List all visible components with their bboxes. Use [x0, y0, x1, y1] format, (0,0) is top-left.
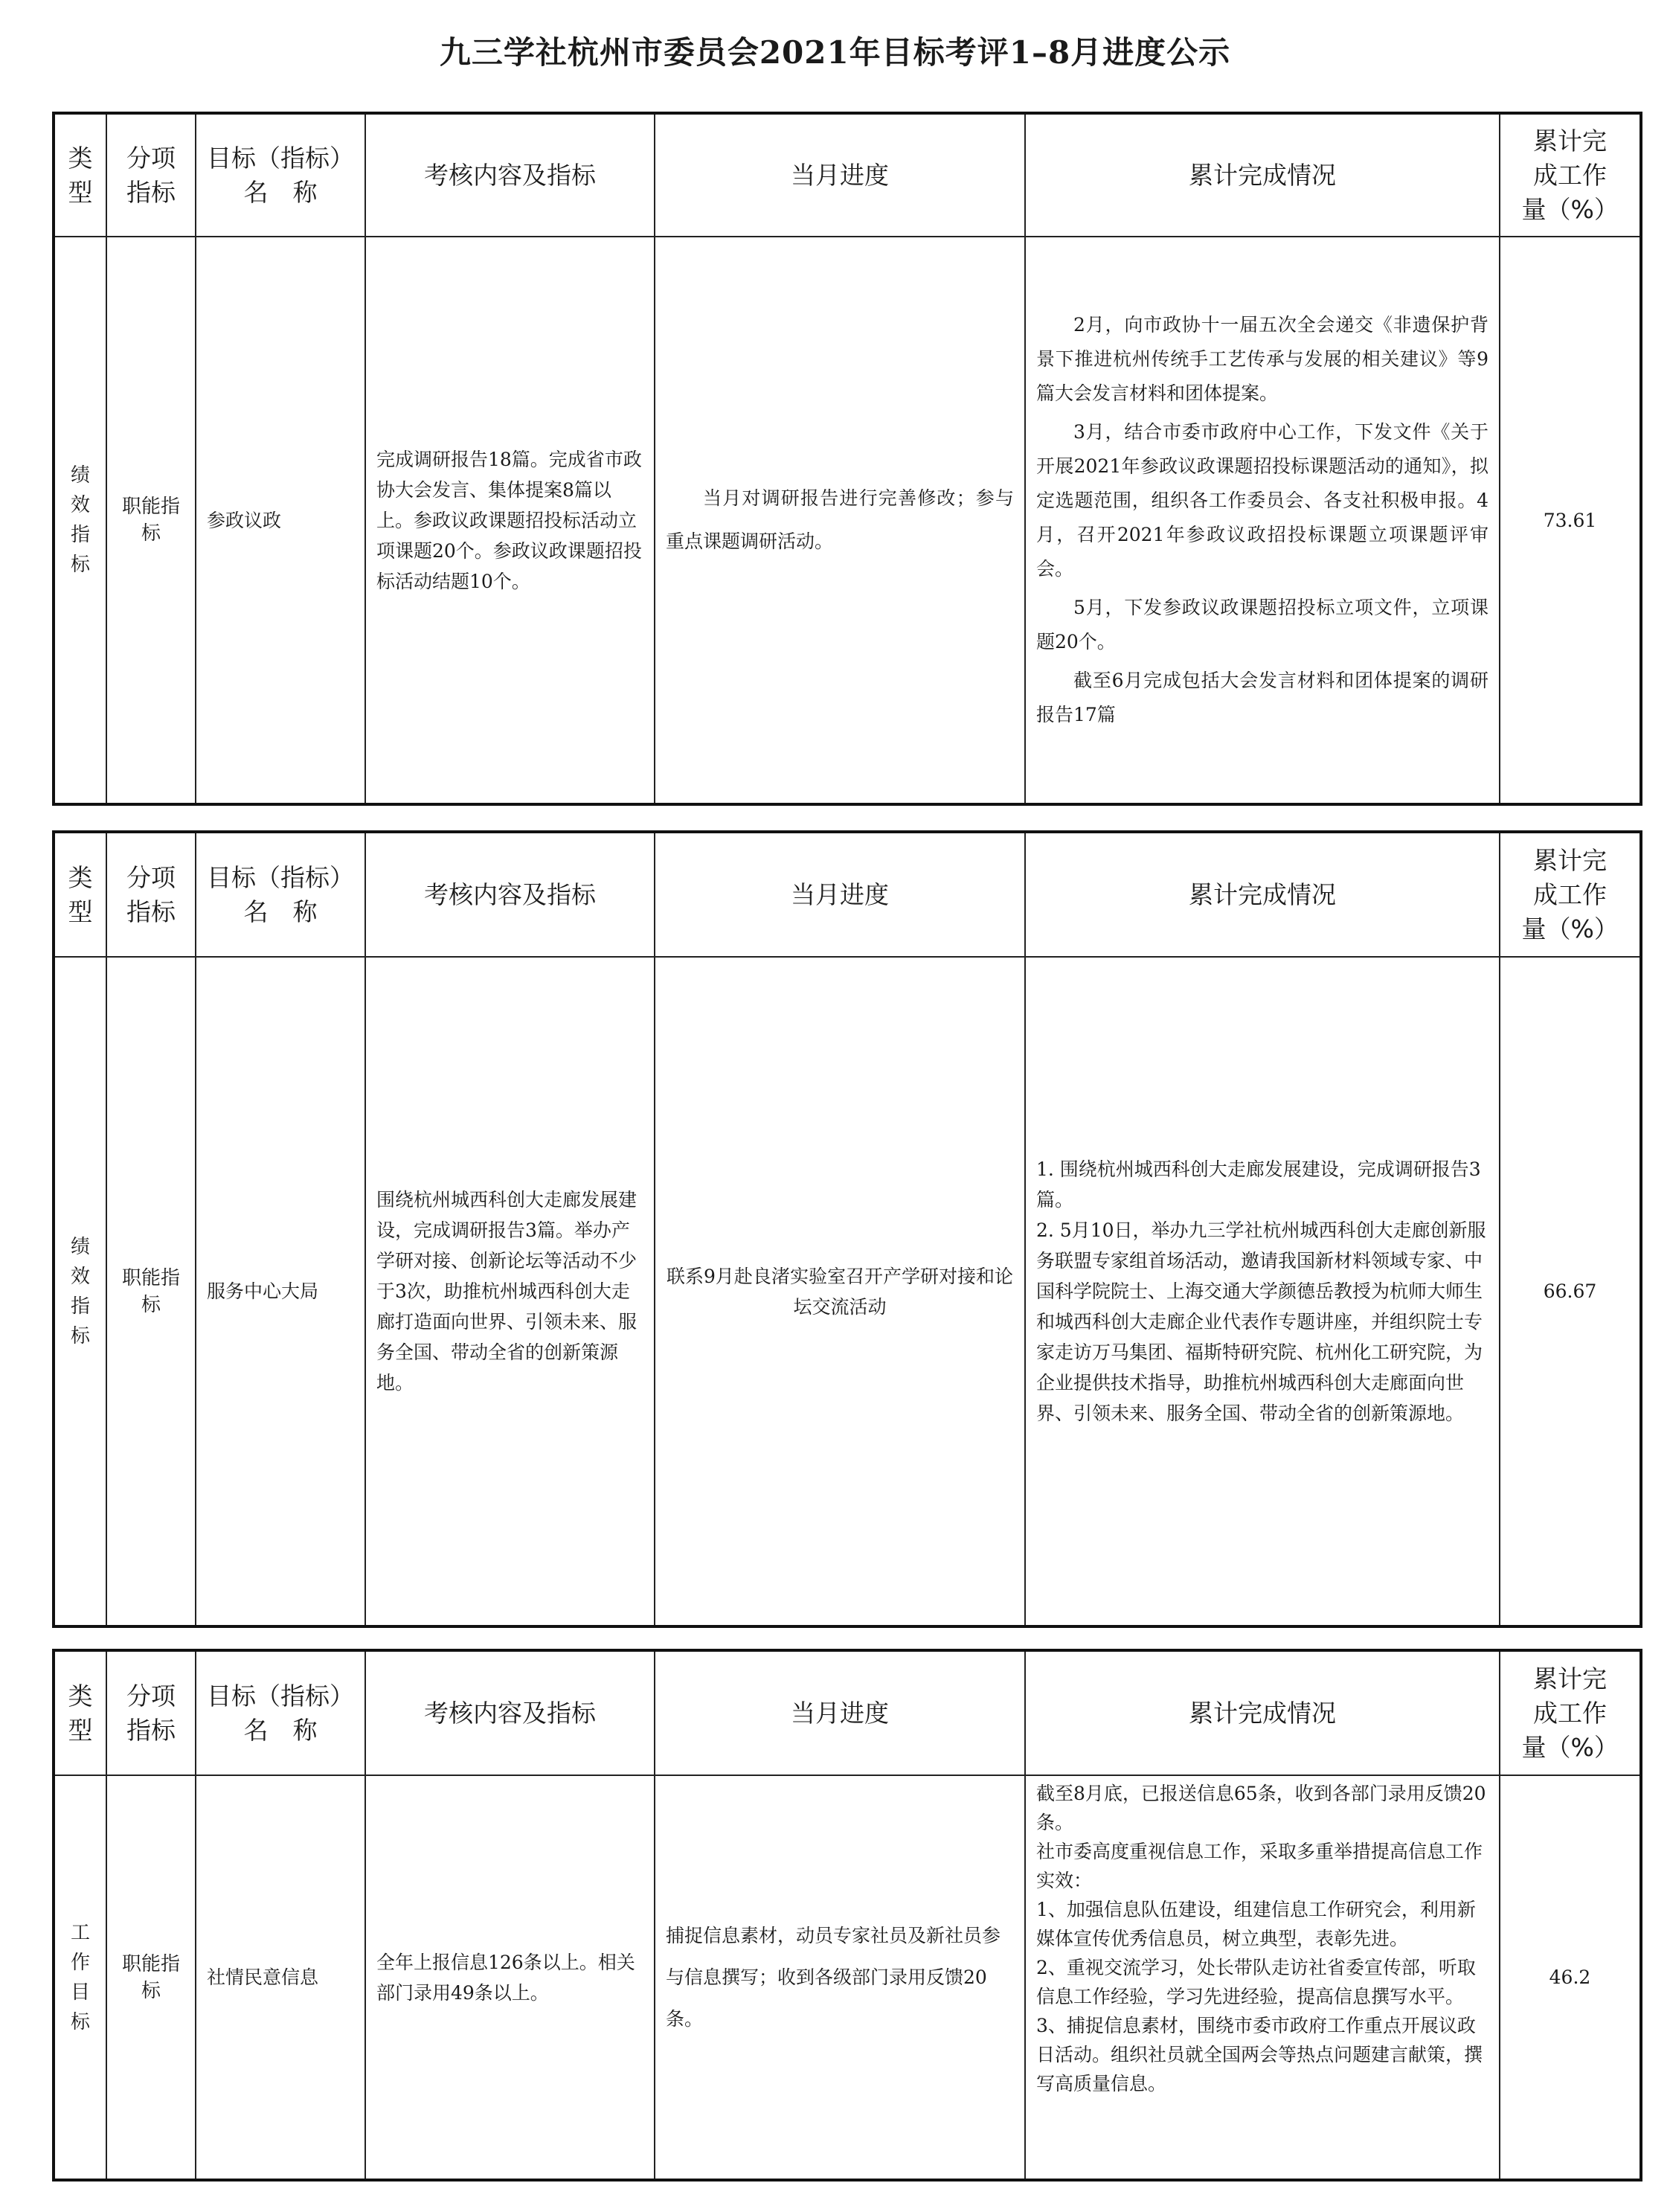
- header-sub-indicator: 分项指标: [106, 1650, 196, 1775]
- cumulative-paragraph: 1. 围绕杭州城西科创大走廊发展建设，完成调研报告3篇。: [1036, 1158, 1481, 1211]
- cumulative-paragraph: 3月，结合市委市政府中心工作，下发文件《关于开展2021年参政议政课题招投标课题活动的通知》，拟定选题范围，组织各工作委员会、各支社积极申报。4月，召开2021年参政议政招投标课题立项课题评审会。: [1036, 421, 1488, 580]
- cell-target-name: 服务中心大局: [196, 957, 365, 1626]
- header-cumulative: 累计完成情况: [1025, 113, 1500, 237]
- cell-target-name: 参政议政: [196, 237, 365, 804]
- cell-percent: 66.67: [1500, 957, 1641, 1626]
- table-header-row: [54, 1650, 1641, 1775]
- header-month-progress: 当月进度: [655, 1650, 1025, 1775]
- cumulative-paragraph: 3、捕捉信息素材，围绕市委市政府工作重点开展议政日活动。组织社员就全国两会等热点问题建言献策，撰写高质量信息。: [1036, 2015, 1483, 2094]
- cell-month-progress: 捕捉信息素材，动员专家社员及新社员参与信息撰写；收到各级部门录用反馈20条。: [655, 1775, 1025, 2180]
- header-percent: 累计完成工作量（%）: [1500, 1650, 1641, 1775]
- cell-percent: 73.61: [1500, 237, 1641, 804]
- cell-sub-indicator: 职能指标: [106, 237, 196, 804]
- cell-target-name: 社情民意信息: [196, 1775, 365, 2180]
- progress-table-1: [52, 112, 1642, 806]
- progress-table-3: [52, 1649, 1642, 2181]
- cumulative-paragraph: 2月，向市政协十一届五次全会递交《非遗保护背景下推进杭州传统手工艺传承与发展的相关建议》等9篇大会发言材料和团体提案。: [1036, 314, 1488, 404]
- header-cumulative: 累计完成情况: [1025, 832, 1500, 957]
- header-month-progress: 当月进度: [655, 832, 1025, 957]
- header-type: 类型: [54, 832, 106, 957]
- page-title: 九三学社杭州市委员会2021年目标考评1–8月进度公示: [439, 34, 1231, 71]
- cumulative-paragraph: 1、加强信息队伍建设，组建信息工作研究会，利用新媒体宣传优秀信息员，树立典型，表彰先进。: [1036, 1899, 1476, 1949]
- cell-cumulative: [1025, 237, 1500, 804]
- cell-criteria: 全年上报信息126条以上。相关部门录用49条以上。: [365, 1775, 655, 2180]
- table-header-row: [54, 832, 1641, 957]
- header-criteria: 考核内容及指标: [365, 832, 655, 957]
- cell-type: 绩效指标: [54, 957, 106, 1626]
- cumulative-paragraph: 截至8月底，已报送信息65条，收到各部门录用反馈20条。: [1036, 1783, 1486, 1833]
- table-row: [54, 957, 1641, 1626]
- cell-cumulative: [1025, 1775, 1500, 2180]
- header-type: 类型: [54, 113, 106, 237]
- cell-month-progress: 当月对调研报告进行完善修改；参与重点课题调研活动。: [655, 237, 1025, 804]
- table-row: [54, 237, 1641, 804]
- cell-month-progress: 联系9月赴良渚实验室召开产学研对接和论坛交流活动: [655, 957, 1025, 1626]
- header-month-progress: 当月进度: [655, 113, 1025, 237]
- cell-percent: 46.2: [1500, 1775, 1641, 2180]
- header-percent: 累计完成工作量（%）: [1500, 113, 1641, 237]
- cell-type: 绩效指标: [54, 237, 106, 804]
- header-criteria: 考核内容及指标: [365, 113, 655, 237]
- header-percent: 累计完成工作量（%）: [1500, 832, 1641, 957]
- header-sub-indicator: 分项指标: [106, 832, 196, 957]
- cell-criteria: 围绕杭州城西科创大走廊发展建设，完成调研报告3篇。举办产学研对接、创新论坛等活动不少于3次，助推杭州城西科创大走廊打造面向世界、引领未来、服务全国、带动全省的创新策源地。: [365, 957, 655, 1626]
- cell-criteria: 完成调研报告18篇。完成省市政协大会发言、集体提案8篇以上。参政议政课题招投标活动立项课题20个。参政议政课题招投标活动结题10个。: [365, 237, 655, 804]
- header-sub-indicator: 分项指标: [106, 113, 196, 237]
- header-cumulative: 累计完成情况: [1025, 1650, 1500, 1775]
- cell-cumulative: [1025, 957, 1500, 1626]
- cumulative-paragraph: 2. 5月10日，举办九三学社杭州城西科创大走廊创新服务联盟专家组首场活动，邀请我国新材料领域专家、中国科学院院士、上海交通大学颜德岳教授为杭师大师生和城西科创大走廊企业代表作专题讲座，并组织院士专家走访万马集团、福斯特研究院、杭州化工研究院，为企业提供技术指导，助推杭州城西科创大走廊面向世界、引领未来、服务全国、带动全省的创新策源地。: [1036, 1219, 1486, 1424]
- header-target-name: 目标（指标）名 称: [196, 1650, 365, 1775]
- cell-sub-indicator: 职能指标: [106, 1775, 196, 2180]
- cell-sub-indicator: 职能指标: [106, 957, 196, 1626]
- cell-type: 工作目标: [54, 1775, 106, 2180]
- table-header-row: [54, 113, 1641, 237]
- cumulative-paragraph: 截至6月完成包括大会发言材料和团体提案的调研报告17篇: [1036, 670, 1488, 725]
- cumulative-paragraph: 2、重视交流学习，处长带队走访社省委宣传部，听取信息工作经验，学习先进经验，提高信息撰写水平。: [1036, 1957, 1476, 2007]
- header-criteria: 考核内容及指标: [365, 1650, 655, 1775]
- progress-table-2: [52, 830, 1642, 1628]
- cumulative-paragraph: 社市委高度重视信息工作，采取多重举措提高信息工作实效：: [1036, 1841, 1483, 1891]
- header-target-name: 目标（指标）名 称: [196, 832, 365, 957]
- cumulative-paragraph: 5月，下发参政议政课题招投标立项文件，立项课题20个。: [1036, 597, 1488, 653]
- header-type: 类型: [54, 1650, 106, 1775]
- header-target-name: 目标（指标）名 称: [196, 113, 365, 237]
- table-row: [54, 1775, 1641, 2180]
